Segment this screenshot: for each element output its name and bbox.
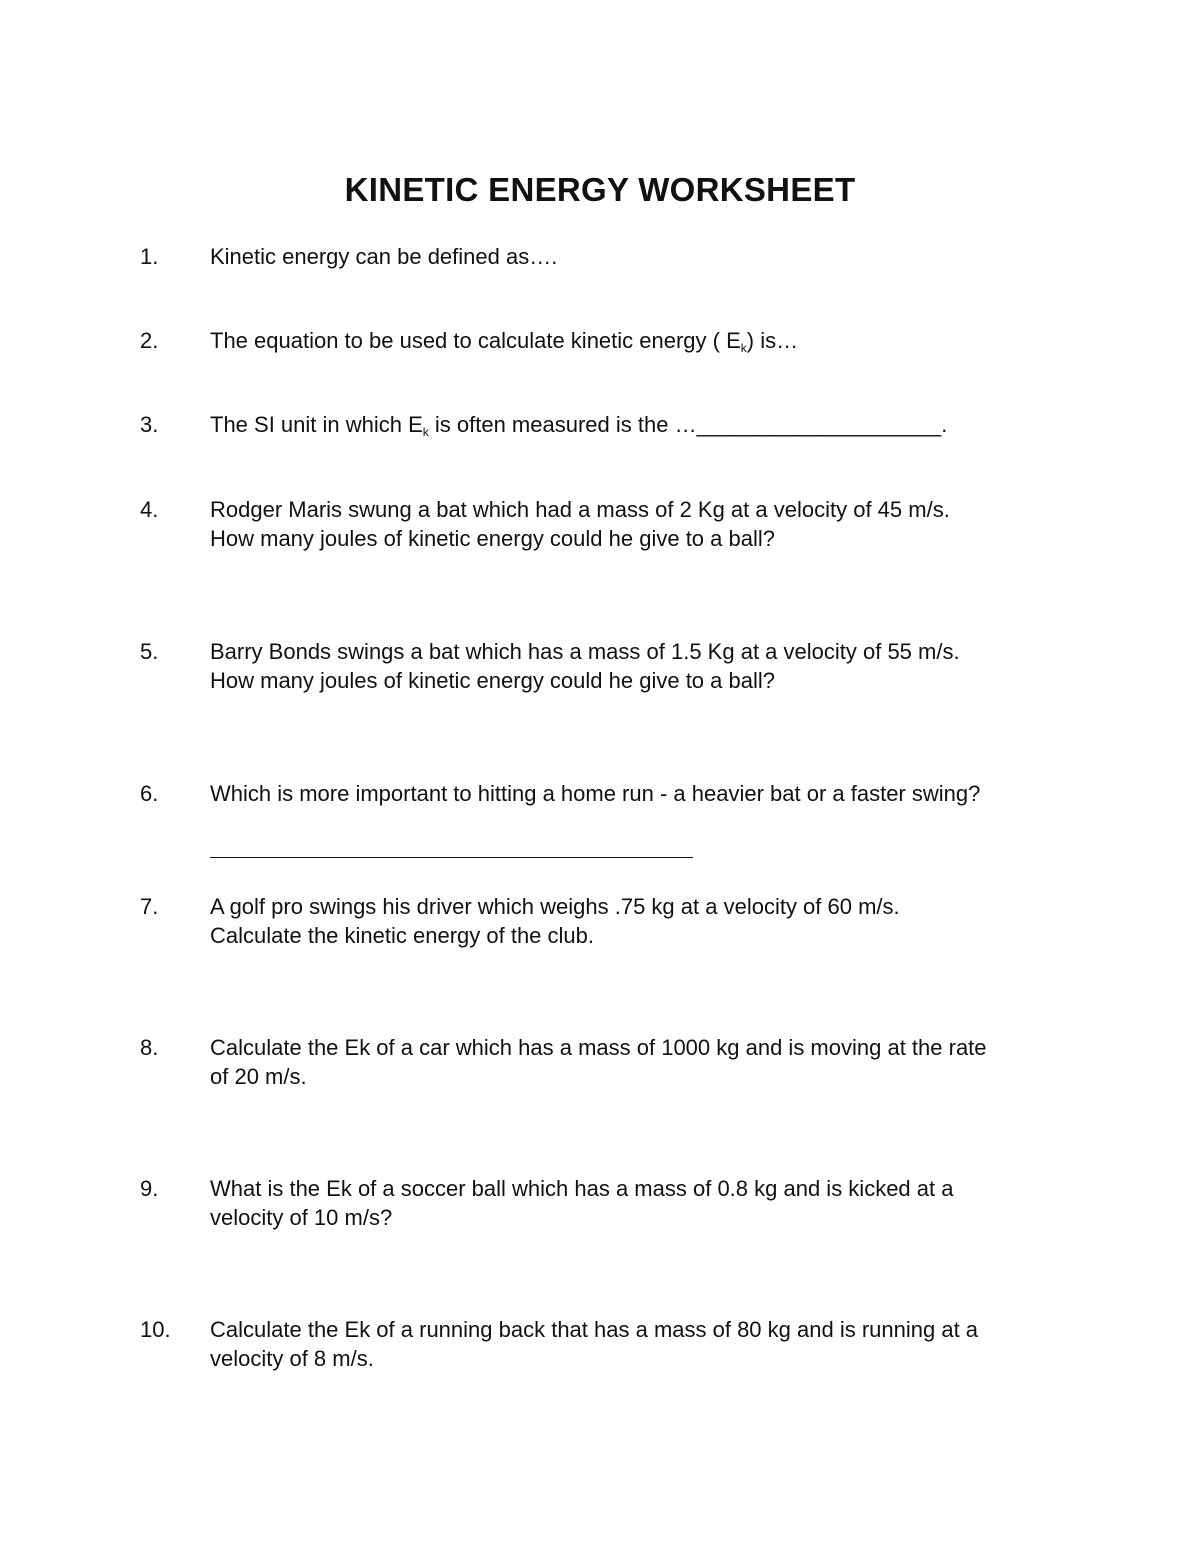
answer-blank-line: [210, 857, 693, 858]
question-line: Which is more important to hitting a home run - a heavier bat or a faster swing?: [210, 781, 981, 806]
question-line: Kinetic energy can be defined as….: [210, 244, 558, 269]
question-text: [210, 892, 1060, 950]
question-line: What is the Ek of a soccer ball which has a mass of 0.8 kg and is kicked at a: [210, 1176, 954, 1201]
question-text-post: ) is…: [746, 328, 799, 353]
question-number: 9.: [140, 1176, 159, 1201]
question-text: [210, 1315, 1060, 1373]
worksheet-title: KINETIC ENERGY WORKSHEET: [344, 171, 856, 208]
question-text: [210, 410, 1060, 439]
question-line: How many joules of kinetic energy could he give to a ball?: [210, 526, 775, 551]
question-text: [210, 1174, 1060, 1232]
question-number: 4.: [140, 497, 159, 522]
question-text: [210, 637, 1060, 695]
question-number: 2.: [140, 328, 159, 353]
subscript: k: [422, 425, 429, 439]
question-number: 1.: [140, 244, 159, 269]
question-line: velocity of 10 m/s?: [210, 1205, 393, 1230]
question-line: Calculate the Ek of a running back that has a mass of 80 kg and is running at a: [210, 1317, 979, 1342]
question-text: [210, 1033, 1060, 1091]
question-line: [210, 410, 1060, 439]
question-text: [210, 495, 1060, 553]
question-line: A golf pro swings his driver which weighs .75 kg at a velocity of 60 m/s.: [210, 894, 900, 919]
question-line: [210, 326, 1060, 355]
question-text: [210, 242, 1060, 271]
question-number: 10.: [140, 1317, 171, 1342]
question-text-pre: The equation to be used to calculate kinetic energy ( E: [210, 328, 741, 353]
question-text: [210, 326, 1060, 355]
question-number: 6.: [140, 781, 159, 806]
question-line: Calculate the kinetic energy of the club.: [210, 923, 595, 948]
question-text-post: is often measured is the …____________________.: [428, 412, 948, 437]
question-line: Calculate the Ek of a car which has a mass of 1000 kg and is moving at the rate: [210, 1035, 987, 1060]
question-line: Barry Bonds swings a bat which has a mass of 1.5 Kg at a velocity of 55 m/s.: [210, 639, 960, 664]
question-text: [210, 779, 1060, 808]
subscript: k: [740, 341, 747, 355]
question-number: 7.: [140, 894, 159, 919]
question-number: 3.: [140, 412, 159, 437]
question-text-pre: The SI unit in which E: [210, 412, 423, 437]
question-number: 8.: [140, 1035, 159, 1060]
question-line: Rodger Maris swung a bat which had a mass of 2 Kg at a velocity of 45 m/s.: [210, 497, 950, 522]
question-number: 5.: [140, 639, 159, 664]
question-line: of 20 m/s.: [210, 1064, 307, 1089]
question-line: velocity of 8 m/s.: [210, 1346, 374, 1371]
question-line: How many joules of kinetic energy could he give to a ball?: [210, 668, 775, 693]
